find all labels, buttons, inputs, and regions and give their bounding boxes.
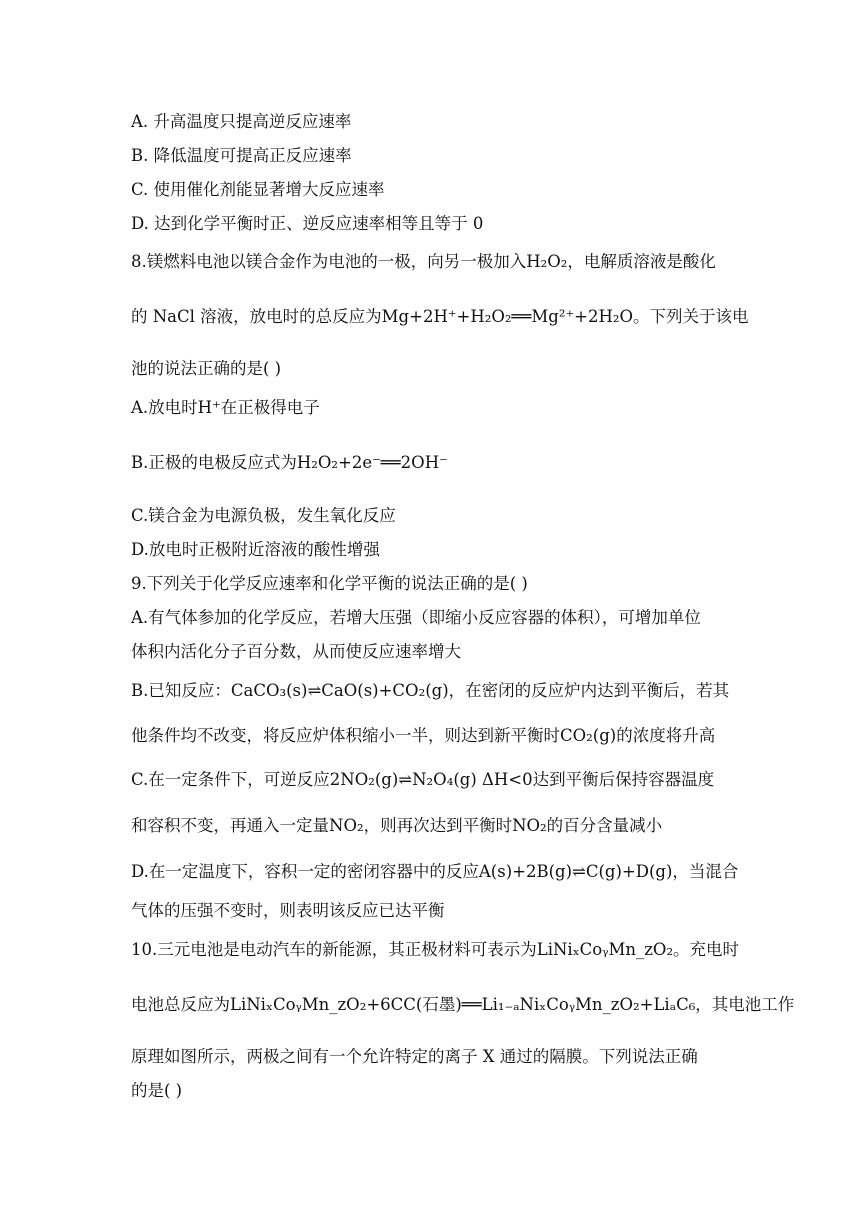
q7-option-a: A. 升高温度只提高逆反应速率 [131,112,352,131]
q9-option-c-line-2: 和容积不变，再通入一定量NO₂，则再次达到平衡时NO₂的百分含量减小 [131,816,663,835]
q8-stem-line-1: 8.镁燃料电池以镁合金作为电池的一极，向另一极加入H₂O₂，电解质溶液是酸化 [131,252,716,271]
q9-option-d-line-1: D.在一定温度下，容积一定的密闭容器中的反应A(s)+2B(g)⇌C(g)+D(g)，当混合 [131,862,739,881]
q9-option-a-line-1: A.有气体参加的化学反应，若增大压强（即缩小反应容器的体积），可增加单位 [131,608,701,627]
q9-option-d-line-2: 气体的压强不变时，则表明该反应已达平衡 [131,901,445,920]
q10-stem-line-3: 原理如图所示，两极之间有一个允许特定的离子 X 通过的隔膜。下列说法正确 [131,1047,698,1066]
q7-option-c: C. 使用催化剂能显著增大反应速率 [131,180,385,199]
q9-stem: 9.下列关于化学反应速率和化学平衡的说法正确的是( ) [131,574,528,593]
q10-stem-line-2: 电池总反应为LiNiₓCoᵧMn_zO₂+6CC(石墨)══Li₁₋ₐNiₓCoᵧMn_zO₂+LiₐC₆，其电池工作 [131,995,795,1014]
q10-stem-line-1: 10.三元电池是电动汽车的新能源，其正极材料可表示为LiNiₓCoᵧMn_zO₂。充电时 [131,940,740,959]
q8-option-b: B.正极的电极反应式为H₂O₂+2e⁻══2OH⁻ [131,453,448,472]
q8-stem-line-3: 池的说法正确的是( ) [131,359,282,378]
q9-option-b-line-2: 他条件均不改变，将反应炉体积缩小一半，则达到新平衡时CO₂(g)的浓度将升高 [131,726,716,745]
q9-option-c-line-1: C.在一定条件下，可逆反应2NO₂(g)⇌N₂O₄(g) ΔH<0达到平衡后保持容器温度 [131,770,715,789]
q9-option-a-line-2: 体积内活化分子百分数，从而使反应速率增大 [131,642,461,661]
q7-option-b: B. 降低温度可提高正反应速率 [131,146,352,165]
q8-option-c: C.镁合金为电源负极，发生氧化反应 [131,506,396,525]
q8-option-d: D.放电时正极附近溶液的酸性增强 [131,540,380,559]
q10-stem-line-4: 的是( ) [131,1081,183,1100]
q8-stem-line-2: 的 NaCl 溶液，放电时的总反应为Mg+2H⁺+H₂O₂══Mg²⁺+2H₂O。下列关于该电 [131,307,749,326]
q7-option-d: D. 达到化学平衡时正、逆反应速率相等且等于 0 [131,214,484,233]
q8-option-a: A.放电时H⁺在正极得电子 [131,398,320,417]
q9-option-b-line-1: B.已知反应：CaCO₃(s)⇌CaO(s)+CO₂(g)，在密闭的反应炉内达到平衡后，若其 [131,681,730,700]
